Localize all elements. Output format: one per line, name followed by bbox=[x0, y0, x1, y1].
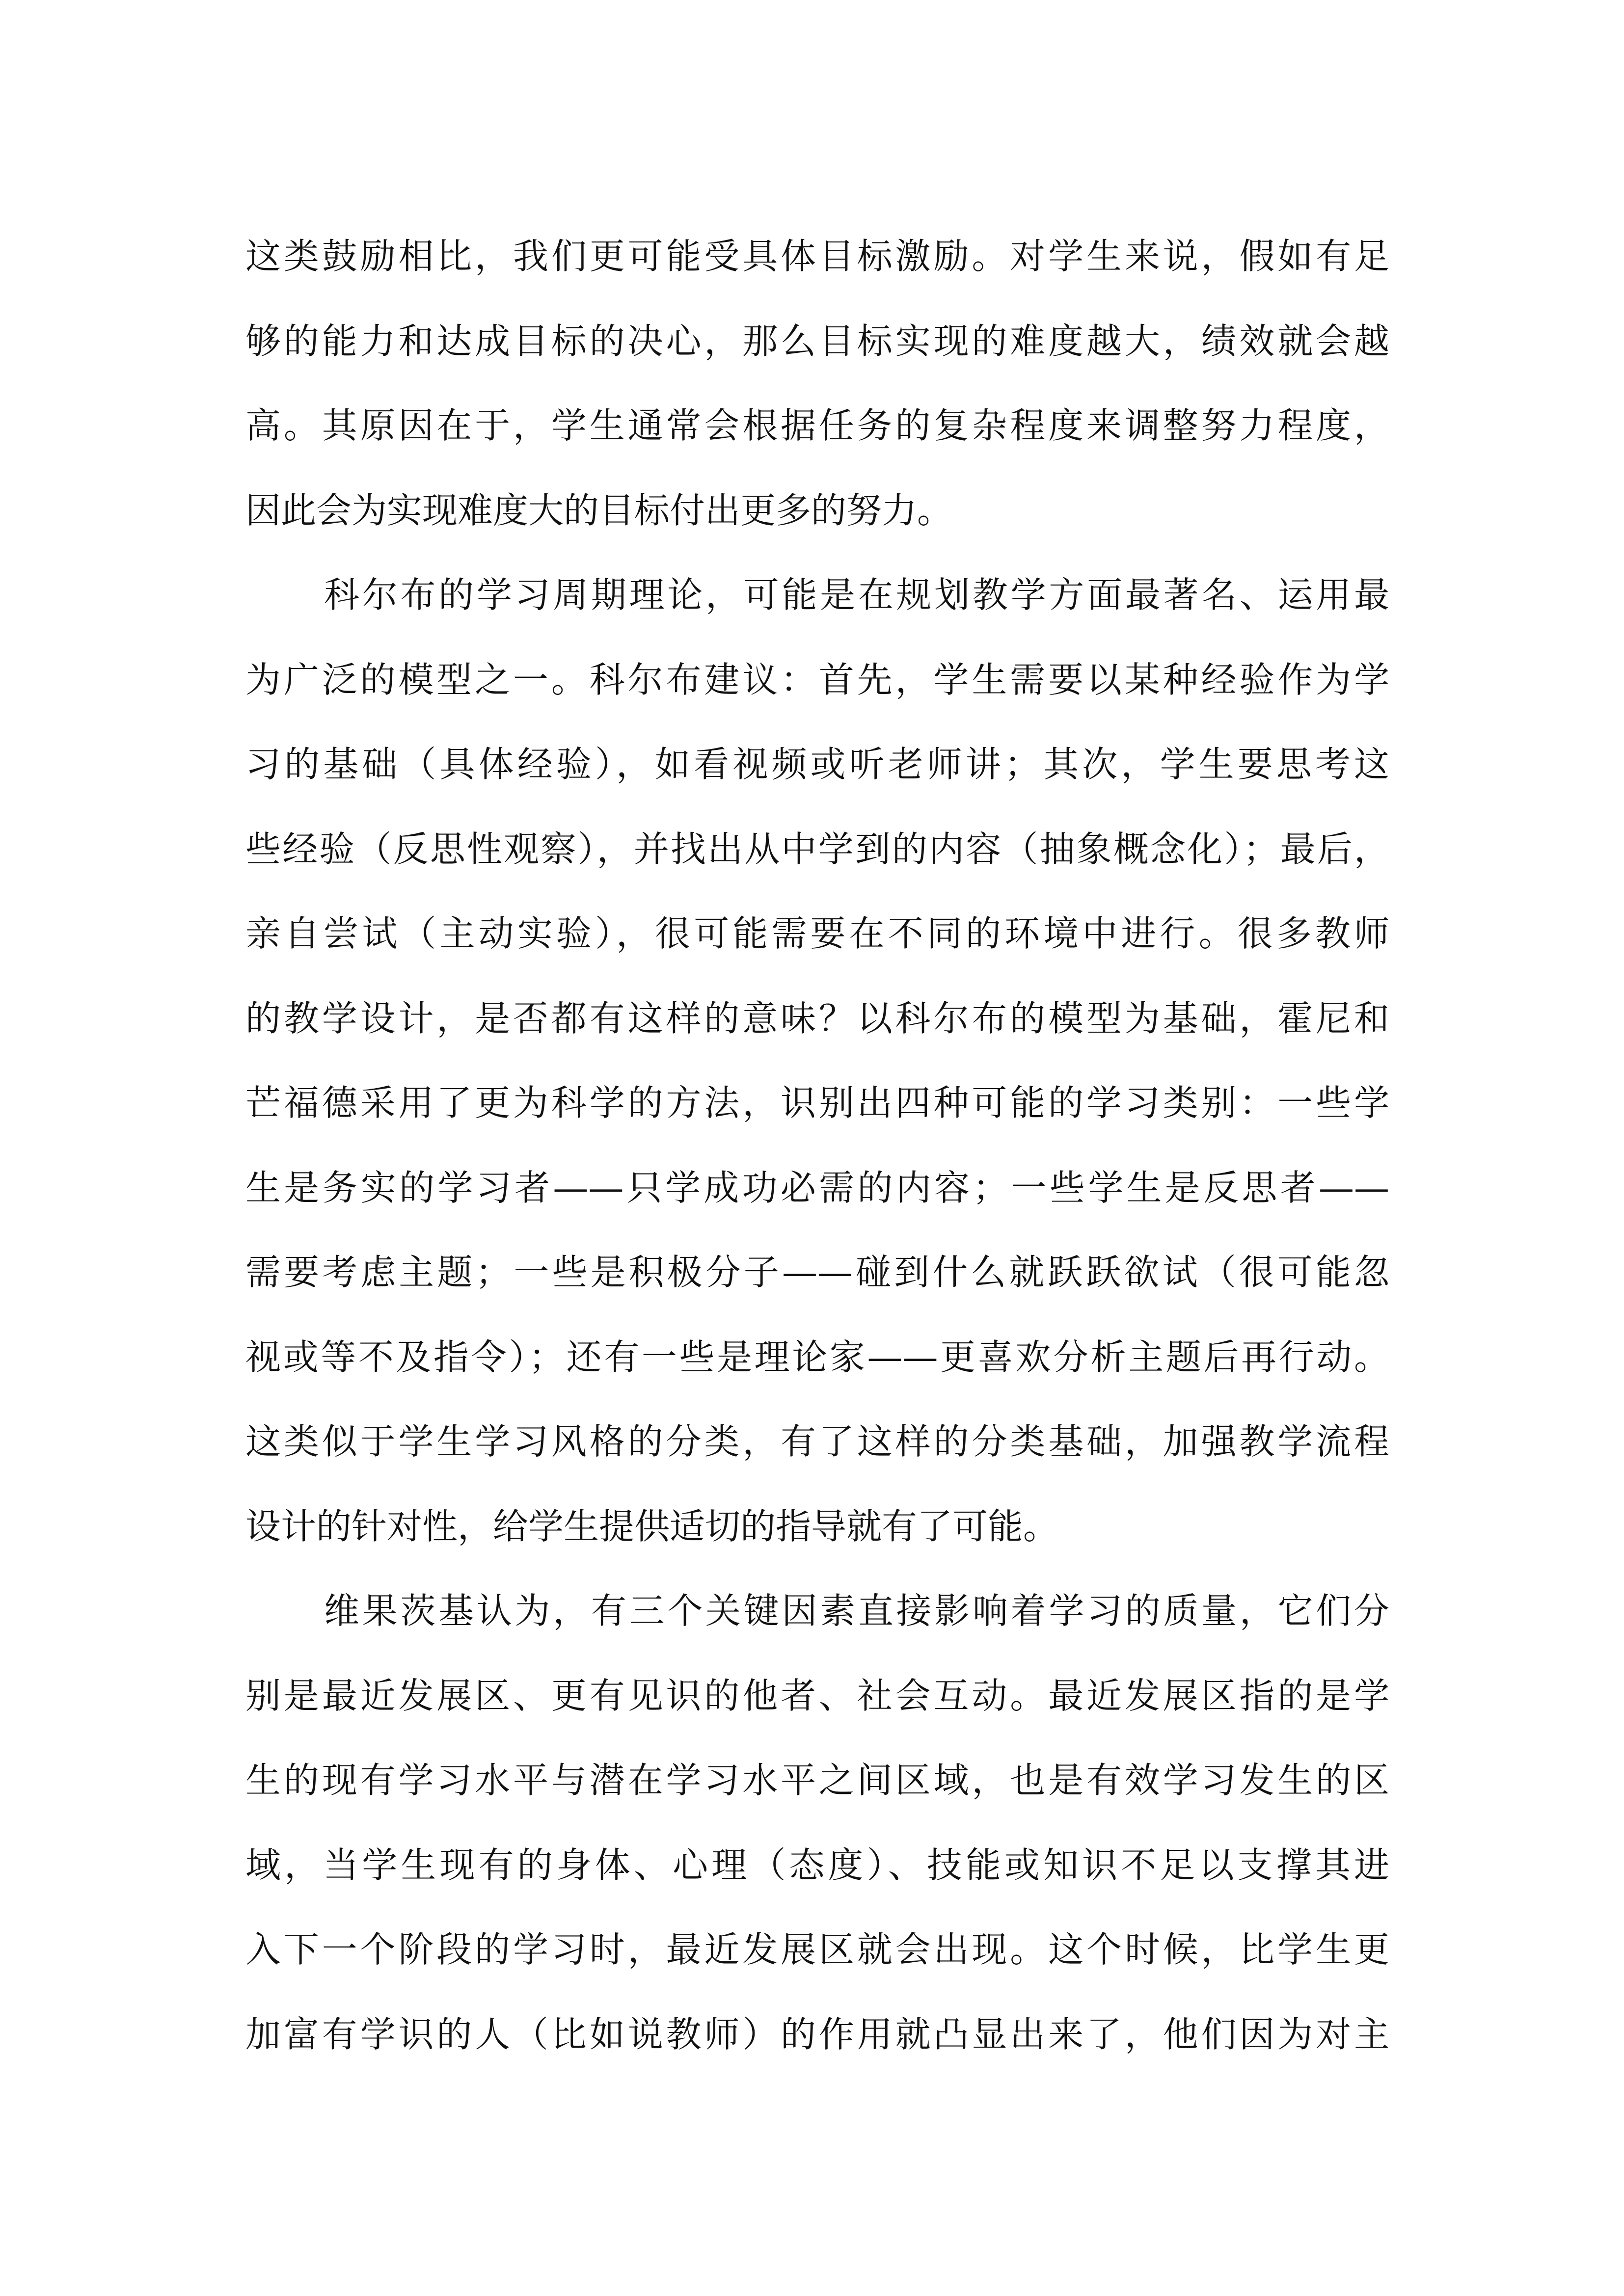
text-line: 生是务实的学习者——只学成功必需的内容；一些学生是反思者—— bbox=[245, 1167, 1389, 1208]
text-line: 的教学设计，是否都有这样的意味？以科尔布的模型为基础，霍尼和 bbox=[245, 997, 1389, 1039]
text-line: 别是最近发展区、更有见识的他者、社会互动。最近发展区指的是学 bbox=[245, 1675, 1389, 1716]
text-line: 科尔布的学习周期理论，可能是在规划教学方面最著名、运用最 bbox=[324, 574, 1389, 615]
text-line: 需要考虑主题；一些是积极分子——碰到什么就跃跃欲试（很可能忽 bbox=[245, 1252, 1389, 1293]
text-line: 设计的针对性，给学生提供适切的指导就有了可能。 bbox=[245, 1505, 1059, 1547]
text-line: 因此会为实现难度大的目标付出更多的努力。 bbox=[245, 489, 953, 531]
text-line: 加富有学识的人（比如说教师）的作用就凸显出来了，他们因为对主 bbox=[245, 2013, 1389, 2055]
text-line: 芒福德采用了更为科学的方法，识别出四种可能的学习类别：一些学 bbox=[245, 1082, 1389, 1123]
text-line: 够的能力和达成目标的决心，那么目标实现的难度越大，绩效就会越 bbox=[245, 320, 1389, 362]
text-line: 这类鼓励相比，我们更可能受具体目标激励。对学生来说，假如有足 bbox=[245, 236, 1389, 277]
text-line: 域，当学生现有的身体、心理（态度）、技能或知识不足以支撑其进 bbox=[245, 1844, 1389, 1886]
text-line: 习的基础（具体经验），如看视频或听老师讲；其次，学生要思考这 bbox=[245, 744, 1389, 785]
text-line: 亲自尝试（主动实验），很可能需要在不同的环境中进行。很多教师 bbox=[245, 913, 1389, 954]
text-line: 维果茨基认为，有三个关键因素直接影响着学习的质量，它们分 bbox=[324, 1590, 1389, 1631]
text-line: 生的现有学习水平与潜在学习水平之间区域，也是有效学习发生的区 bbox=[245, 1760, 1389, 1801]
document-body bbox=[245, 214, 1389, 2077]
paragraph-vygotsky-zpd bbox=[245, 1569, 1389, 2077]
text-line: 视或等不及指令）；还有一些是理论家——更喜欢分析主题后再行动。 bbox=[245, 1336, 1389, 1378]
text-line: 入下一个阶段的学习时，最近发展区就会出现。这个时候，比学生更 bbox=[245, 1929, 1389, 1970]
paragraph-kolb-learning-cycle bbox=[245, 553, 1389, 1569]
text-line: 些经验（反思性观察），并找出从中学到的内容（抽象概念化）；最后， bbox=[245, 828, 1389, 870]
text-line: 这类似于学生学习风格的分类，有了这样的分类基础，加强教学流程 bbox=[245, 1421, 1389, 1462]
paragraph-goal-motivation bbox=[245, 214, 1389, 553]
text-line: 为广泛的模型之一。科尔布建议：首先，学生需要以某种经验作为学 bbox=[245, 659, 1389, 700]
text-line: 高。其原因在于，学生通常会根据任务的复杂程度来调整努力程度， bbox=[245, 405, 1389, 446]
